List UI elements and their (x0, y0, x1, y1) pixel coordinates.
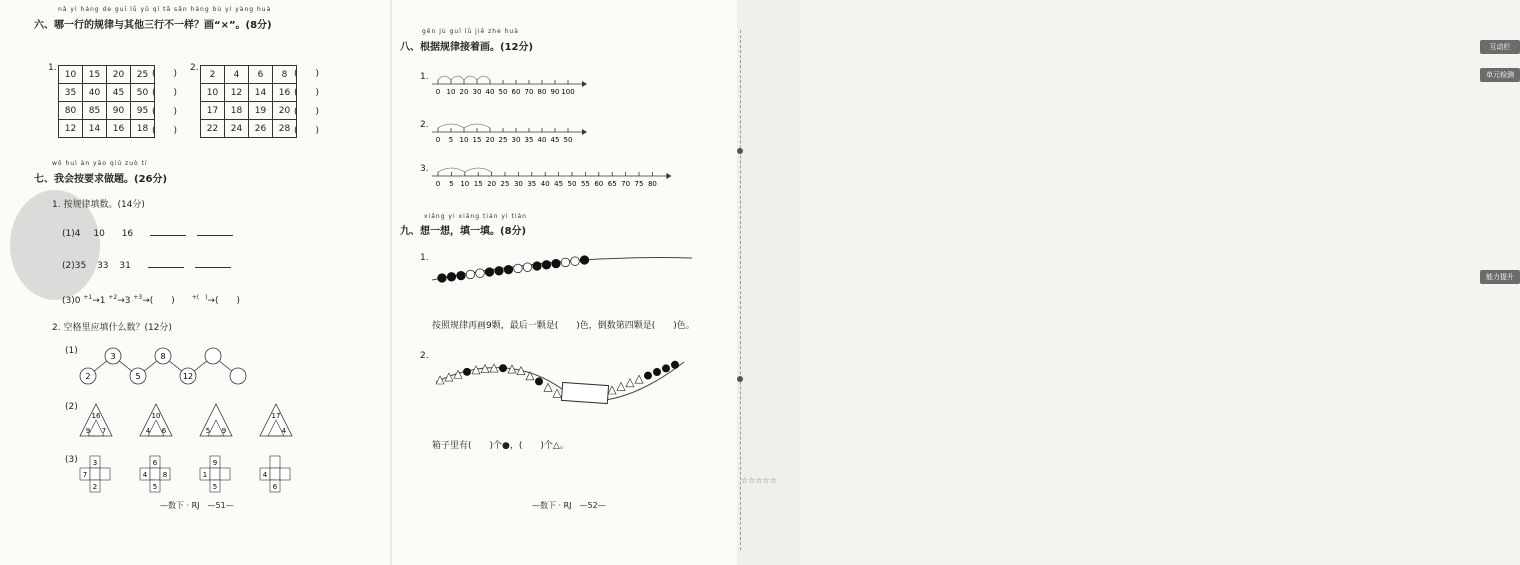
blank[interactable] (195, 258, 231, 268)
tick-label: 60 (511, 88, 521, 96)
cross-number: 1 (202, 471, 208, 479)
tick-label: 80 (647, 180, 657, 188)
numberline-2-label: 2. (420, 120, 429, 130)
cross-number: 6 (272, 483, 278, 491)
jump-arc (477, 76, 490, 80)
triangle-number: 16 (91, 412, 101, 420)
cross-number: 4 (262, 471, 268, 479)
seq1-a: (1)4 (62, 229, 81, 239)
tick-label: 65 (607, 180, 617, 188)
tick-label: 10 (446, 88, 456, 96)
black-dot (671, 361, 679, 369)
triangle-mark (626, 379, 634, 387)
cross-cell (90, 468, 100, 480)
black-dot (499, 364, 507, 372)
cross-cell (270, 456, 280, 468)
cross-number: 5 (152, 483, 158, 491)
tick-label: 0 (435, 136, 441, 144)
seq3-v1: 1 (99, 296, 106, 306)
black-bead (495, 267, 504, 276)
black-bead (533, 262, 542, 271)
seq3-v3[interactable]: ( ) (149, 296, 175, 306)
table-cell: 14 (83, 120, 107, 138)
black-bead (438, 274, 447, 283)
black-dot (653, 368, 661, 376)
tick-label: 0 (435, 88, 441, 96)
seq3-v4[interactable]: ( ) (214, 296, 240, 306)
seq2-a: (2)35 (62, 261, 87, 271)
table-cell: 40 (83, 84, 107, 102)
jump-arc (451, 76, 464, 80)
tick-label: 100 (561, 88, 575, 96)
answer-parens[interactable]: ( ) (294, 88, 320, 98)
answer-parens[interactable]: ( ) (152, 107, 178, 117)
p2-label: (2) (65, 402, 78, 412)
right-footer: —数下 · RJ —52— (532, 501, 606, 510)
tick-label: 40 (485, 88, 495, 96)
triangle-number: 4 (145, 427, 151, 435)
s9-title: 九、想一想，填一填。(8分) (400, 226, 527, 237)
tick-label: 50 (498, 88, 508, 96)
numberline-1-label: 1. (420, 72, 429, 82)
numberline-2 (432, 118, 672, 148)
op-2: +2 (108, 294, 118, 301)
tick-label: 20 (487, 180, 497, 188)
jump-arc (464, 124, 490, 128)
circle-number: 12 (182, 372, 194, 381)
black-dot (535, 377, 543, 385)
circle-number: 3 (110, 352, 116, 361)
triangle-mark (617, 382, 625, 390)
table-cell: 15 (83, 66, 107, 84)
table-cell: 22 (201, 120, 225, 138)
answer-parens[interactable]: ( ) (152, 126, 178, 136)
p1-label: (1) (65, 346, 78, 356)
q9-2-label: 2. (420, 351, 429, 361)
seq-row-1 (62, 226, 237, 239)
blank[interactable] (150, 226, 186, 236)
binding-hole (737, 376, 743, 382)
q9-1-text: 按照规律再画9颗，最后一颗是( )色，倒数第四颗是( )色。 (432, 321, 695, 331)
table-cell: 25 (131, 66, 155, 84)
tick-label: 10 (459, 136, 469, 144)
white-bead (571, 257, 580, 266)
black-bead (457, 271, 466, 280)
table-cell: 90 (107, 102, 131, 120)
jump-arc (465, 168, 492, 172)
seq-row-3: (3)0 $^{+1}$→1 $^{+2}$→3 $^{+3}$→( ) +( )→( ) (62, 294, 240, 306)
table-cell: 18 (225, 102, 249, 120)
left-footer: —数下 · RJ —51— (160, 501, 234, 510)
cross-cell (220, 468, 230, 480)
tick-label: 30 (513, 180, 523, 188)
cross-number: 5 (212, 483, 218, 491)
cross-cell (210, 468, 220, 480)
table-1-answers (152, 65, 177, 141)
table-cell: 28 (273, 120, 297, 138)
seq-row-2 (62, 258, 235, 271)
number-circle (230, 368, 246, 384)
q2-heading: 2. 空格里应填什么数？(12分) (52, 323, 172, 333)
q1-heading: 1. 按规律填数。(14分) (52, 200, 145, 210)
tick-label: 50 (567, 180, 577, 188)
cross-number: 2 (92, 483, 98, 491)
answer-parens[interactable]: ( ) (152, 88, 178, 98)
white-bead (561, 258, 570, 267)
cross-cell (280, 468, 290, 480)
axis-arrow (582, 81, 587, 87)
p3-label: (3) (65, 455, 78, 465)
table-2-answers (294, 65, 319, 141)
numberline-1 (432, 70, 672, 100)
table-cell: 19 (249, 102, 273, 120)
s8-pinyin: gēn jù guī lǜ jiē zhe huà (422, 28, 519, 35)
table-1 (58, 65, 155, 138)
blank[interactable] (197, 226, 233, 236)
black-bead (504, 265, 513, 274)
sidebar-tab-mid: 单元检测 (1480, 68, 1520, 82)
seq1-b: 10 (93, 229, 105, 239)
cross-number: 6 (152, 459, 158, 467)
white-bead (466, 270, 475, 279)
white-bead (514, 264, 523, 273)
tick-label: 15 (472, 136, 482, 144)
tick-label: 15 (473, 180, 483, 188)
op-4: +( ) (191, 294, 208, 301)
tick-label: 40 (540, 180, 550, 188)
tick-label: 35 (527, 180, 537, 188)
cut-line (740, 30, 742, 550)
q9-1-label: 1. (420, 253, 429, 263)
triangle-number: 10 (151, 412, 161, 420)
jump-arc (438, 124, 464, 128)
s6-title: 六、哪一行的规律与其他三行不一样？画“×”。(8分) (34, 20, 272, 31)
cross-cell (270, 468, 280, 480)
table-cell: 26 (249, 120, 273, 138)
black-dot (644, 372, 652, 380)
cross-number: 3 (92, 459, 98, 467)
triangle-mark (544, 383, 552, 391)
triangle-number: 5 (205, 427, 211, 435)
triangle-number: 6 (161, 427, 167, 435)
black-bead (447, 273, 456, 282)
op-3: +3 (133, 294, 143, 301)
table-cell: 17 (201, 102, 225, 120)
tick-label: 90 (550, 88, 560, 96)
triangle-number: 7 (101, 427, 107, 435)
jump-arc (438, 168, 465, 172)
table-cell: 85 (83, 102, 107, 120)
answer-parens[interactable]: ( ) (294, 107, 320, 117)
cross-number: 4 (142, 471, 148, 479)
seq1-c: 16 (121, 229, 134, 239)
white-bead (476, 269, 485, 278)
tick-label: 45 (550, 136, 560, 144)
triangle-number: 17 (271, 412, 281, 420)
table-cell: 18 (131, 120, 155, 138)
triangle-mark (608, 386, 616, 394)
s9-pinyin: xiǎng yi xiǎng tián yi tián (424, 213, 527, 220)
table-cell: 20 (107, 66, 131, 84)
tick-label: 5 (449, 180, 454, 188)
circle-number: 5 (135, 372, 141, 381)
answer-parens[interactable]: ( ) (294, 126, 320, 136)
hidden-box (561, 382, 608, 403)
cross-number: 9 (212, 459, 218, 467)
cross-puzzles (78, 456, 308, 496)
table-cell: 8 (273, 66, 297, 84)
tick-label: 60 (594, 180, 604, 188)
tick-label: 0 (435, 180, 441, 188)
tick-label: 40 (537, 136, 547, 144)
q9-2-text: 箱子里有( )个●，( )个△。 (432, 441, 569, 451)
rating-stars: ☆☆☆☆☆ (741, 476, 777, 485)
cross-number: 7 (82, 471, 88, 479)
table-cell: 95 (131, 102, 155, 120)
tick-label: 20 (459, 88, 469, 96)
table-cell: 35 (59, 84, 83, 102)
triangle-number: 9 (85, 427, 91, 435)
table-cell: 16 (107, 120, 131, 138)
black-bead (542, 261, 551, 270)
tick-label: 20 (485, 136, 495, 144)
white-bead (523, 263, 532, 272)
s6-pinyin: nǎ yì háng de guī lǜ yǔ qí tā sān háng bù yí yàng huà (58, 6, 272, 13)
tick-label: 45 (554, 180, 564, 188)
s7-title: 七、我会按要求做题。(26分) (34, 174, 168, 185)
tick-label: 70 (621, 180, 631, 188)
triangle-mark (553, 389, 561, 397)
right-page (392, 0, 737, 565)
table-cell: 6 (249, 66, 273, 84)
bead-string (432, 250, 702, 295)
circle-number: 2 (85, 372, 91, 381)
box-pattern (432, 352, 692, 412)
tick-label: 5 (448, 136, 454, 144)
seq3-v2: 3 (124, 296, 131, 306)
tick-label: 35 (524, 136, 534, 144)
table-cell: 10 (201, 84, 225, 102)
left-page (0, 0, 392, 565)
cross-number: 8 (162, 471, 168, 479)
triangle-number: 4 (281, 427, 287, 435)
table1-label: 1. (48, 63, 57, 73)
answer-parens[interactable]: ( ) (294, 69, 320, 79)
tick-label: 55 (580, 180, 590, 188)
triangle-mark (526, 372, 534, 380)
numberline-3 (432, 162, 682, 192)
op-1: +1 (83, 294, 93, 301)
black-dot (463, 368, 471, 376)
axis-arrow (582, 129, 587, 135)
jump-arc (438, 76, 451, 80)
circle-number: 8 (160, 352, 166, 361)
tick-label: 80 (537, 88, 547, 96)
seq3-start: (3)0 (62, 296, 81, 306)
circle-chain-diagram (75, 343, 255, 388)
cross-cell (100, 468, 110, 480)
axis-arrow (666, 173, 671, 179)
tick-label: 50 (563, 136, 573, 144)
table2-label: 2. (190, 63, 199, 73)
tick-label: 75 (634, 180, 644, 188)
black-bead (580, 256, 589, 265)
table-cell: 50 (131, 84, 155, 102)
table-cell: 45 (107, 84, 131, 102)
table-cell: 80 (59, 102, 83, 120)
triangle-mark (635, 375, 643, 383)
tick-label: 10 (460, 180, 470, 188)
triangle-puzzles (78, 402, 308, 438)
tick-label: 30 (511, 136, 521, 144)
answer-parens[interactable]: ( ) (152, 69, 178, 79)
s8-title: 八、根据规律接着画。(12分) (400, 42, 534, 53)
table-cell: 12 (225, 84, 249, 102)
tick-label: 70 (524, 88, 534, 96)
tick-label: 25 (500, 180, 510, 188)
black-bead (485, 268, 494, 277)
sidebar-tab-low: 能力提升 (1480, 270, 1520, 284)
tick-label: 25 (498, 136, 508, 144)
number-circle (205, 348, 221, 364)
table-cell: 20 (273, 102, 297, 120)
jump-arc (464, 76, 477, 80)
table-cell: 2 (201, 66, 225, 84)
table-cell: 4 (225, 66, 249, 84)
cross-cell (150, 468, 160, 480)
side-margin (737, 0, 1514, 565)
tick-label: 30 (472, 88, 482, 96)
blank[interactable] (148, 258, 184, 268)
black-dot (662, 364, 670, 372)
sidebar-tab-top: 互动栏 (1480, 40, 1520, 54)
triangle-number: 9 (221, 427, 227, 435)
s7-pinyin: wǒ huì àn yāo qiú zuò tí (52, 160, 148, 167)
table-cell: 10 (59, 66, 83, 84)
table-cell: 12 (59, 120, 83, 138)
numberline-3-label: 3. (420, 164, 429, 174)
table-2 (200, 65, 297, 138)
black-bead (552, 259, 561, 268)
binding-hole (737, 148, 743, 154)
seq2-c: 31 (119, 261, 131, 271)
table-cell: 16 (273, 84, 297, 102)
table-cell: 14 (249, 84, 273, 102)
triangle-mark (436, 376, 444, 384)
seq2-b: 33 (97, 261, 109, 271)
table-cell: 24 (225, 120, 249, 138)
